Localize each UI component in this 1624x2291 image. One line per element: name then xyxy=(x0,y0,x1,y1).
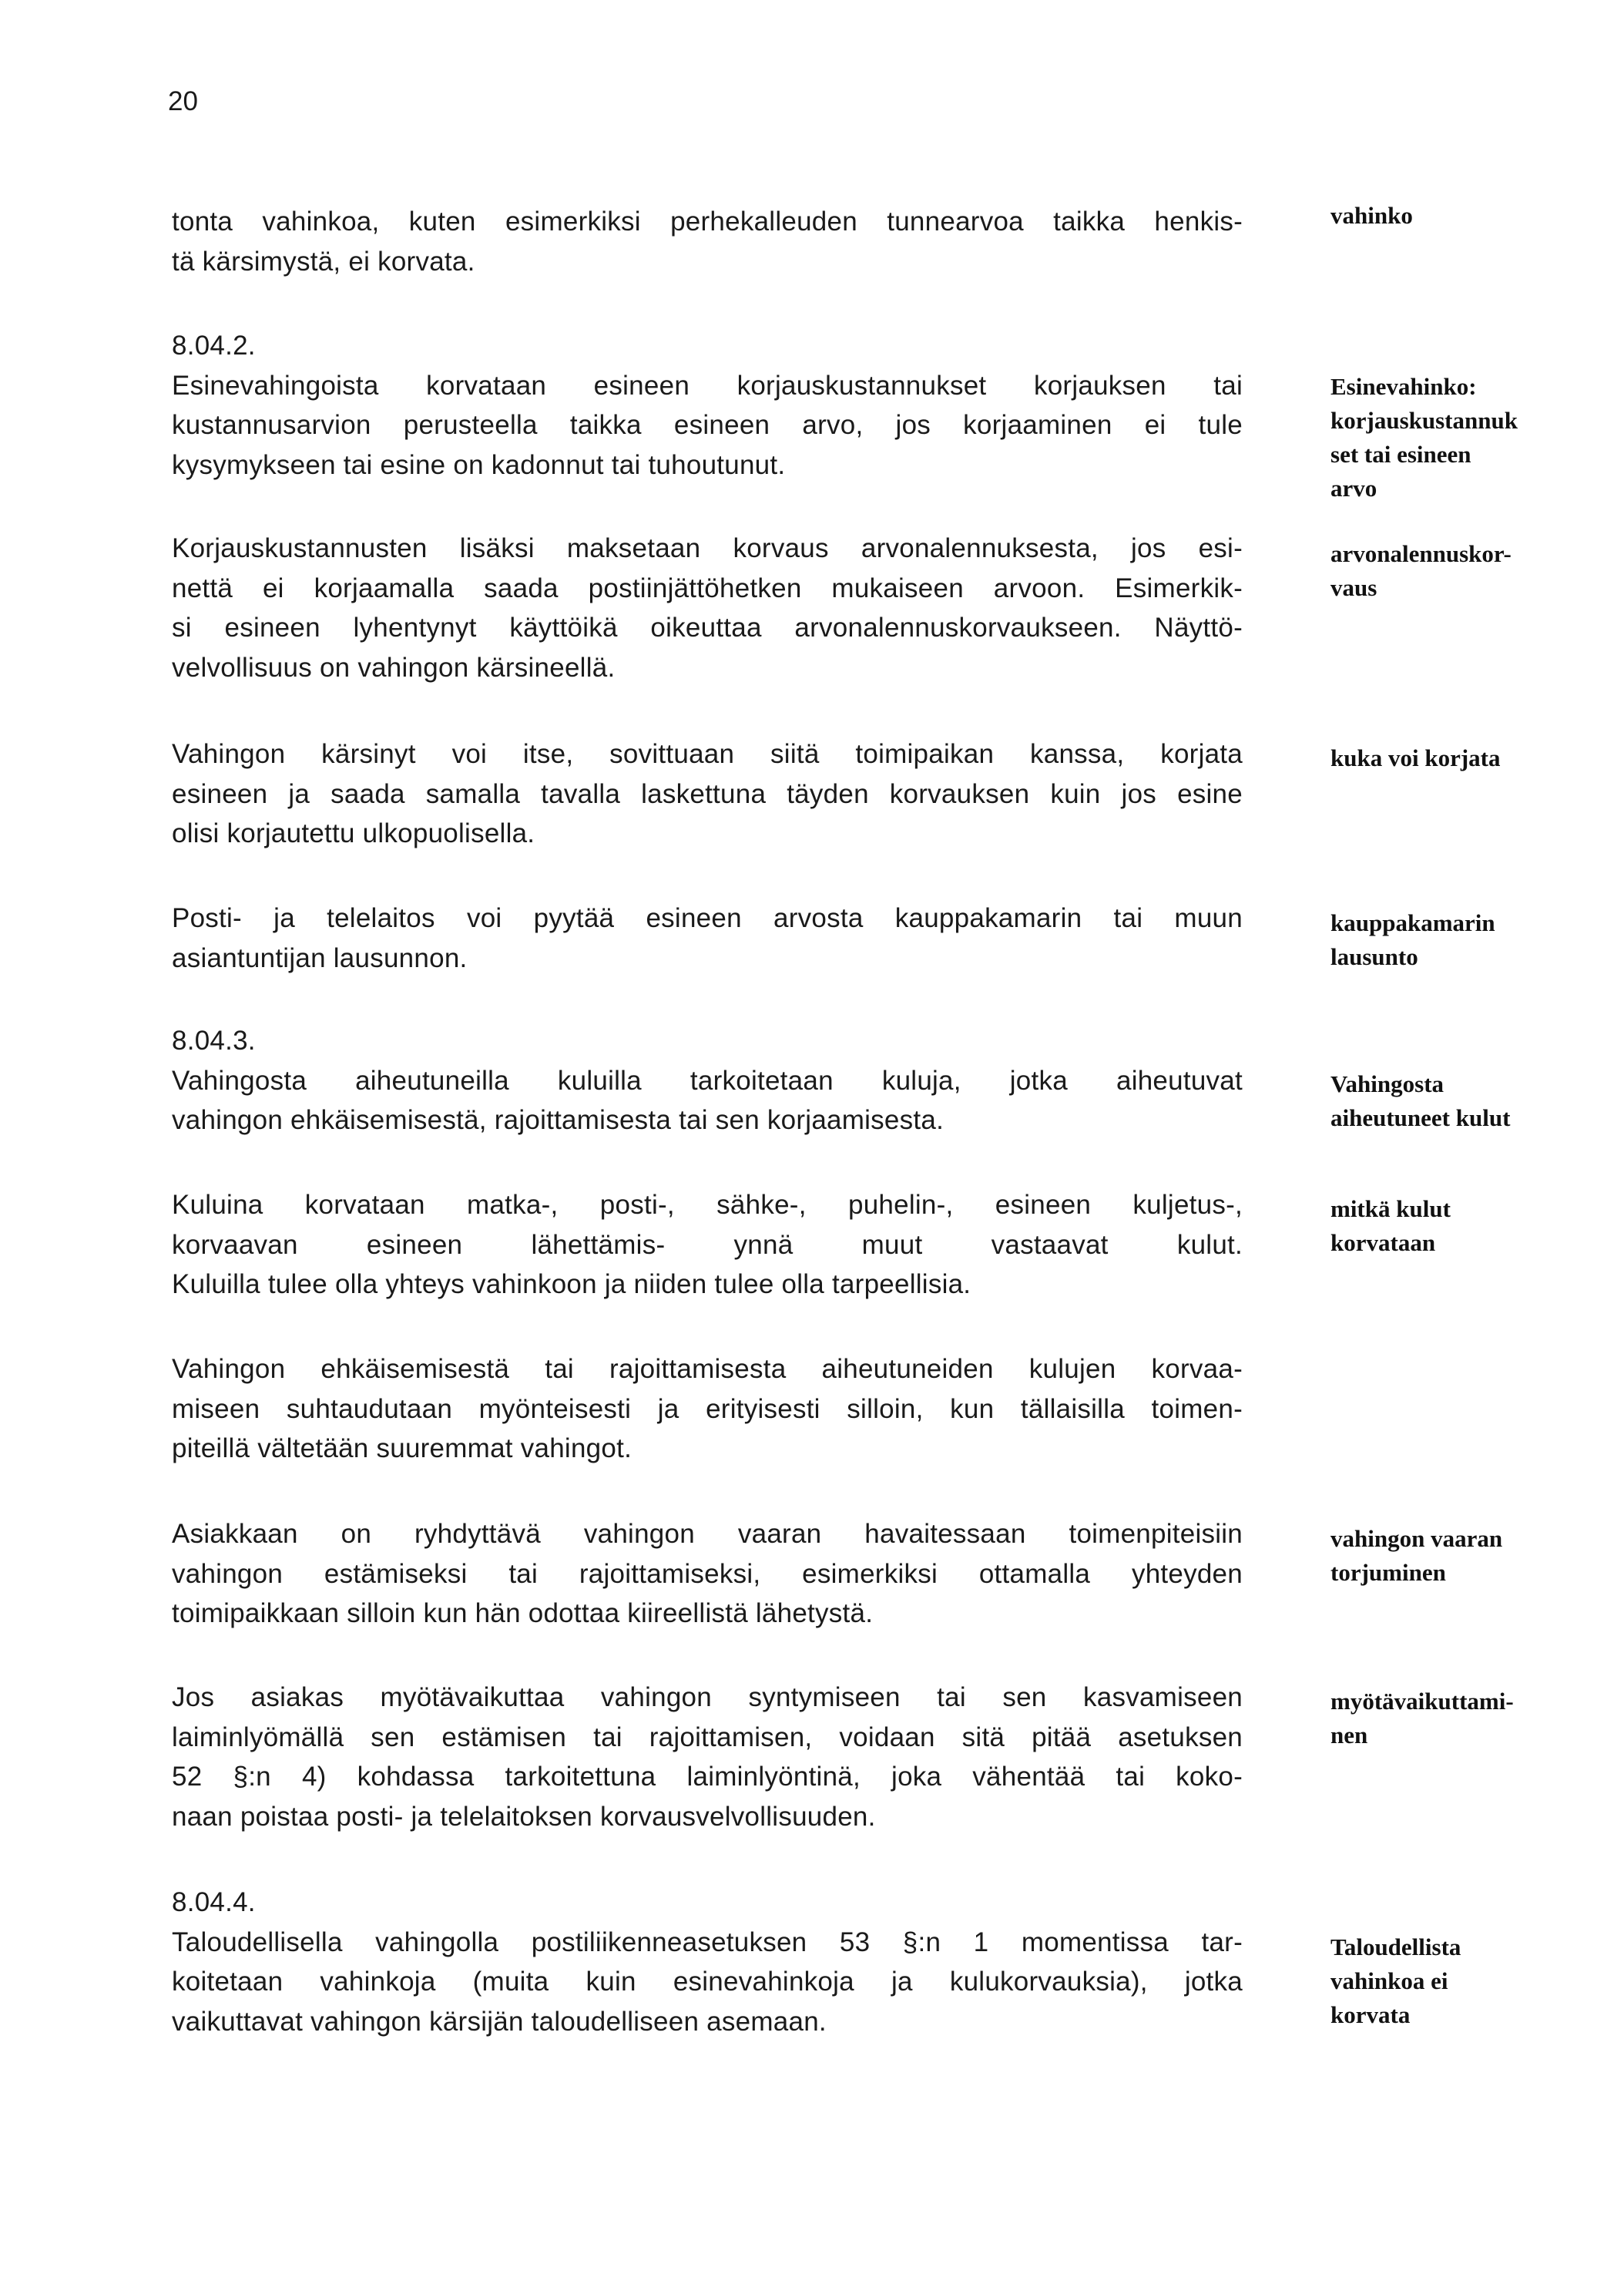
margin-note-line: set tai esineen xyxy=(1330,441,1471,468)
paragraph-line: naan poistaa posti- ja telelaitoksen korvausvelvollisuuden. xyxy=(172,1801,876,1832)
paragraph-line: 8.04.2. xyxy=(172,331,256,361)
margin-note-9 xyxy=(1330,1685,1562,1752)
paragraph-line: vahingon estämiseksi tai rajoittamiseksi, esimerkiksi ottamalla yhteyden xyxy=(172,1558,1243,1589)
margin-note-2 xyxy=(1330,370,1562,506)
margin-note-10 xyxy=(1330,1930,1562,2032)
paragraph-line: Kuluilla tulee olla yhteys vahinkoon ja niiden tulee olla tarpeellisia. xyxy=(172,1269,971,1299)
paragraph-line: koitetaan vahinkoja (muita kuin esinevahinkoja ja kulukorvauksia), jotka xyxy=(172,1967,1243,1997)
paragraph-line: Esinevahingoista korvataan esineen korjauskustannukset korjauksen tai xyxy=(172,370,1243,401)
page-number: 20 xyxy=(168,86,198,116)
margin-note-line: korjauskustannuk xyxy=(1330,407,1518,434)
paragraph-line: Asiakkaan on ryhdyttävä vahingon vaaran havaitessaan toimenpiteisiin xyxy=(172,1519,1243,1549)
paragraph-line: nettä ei korjaamalla saada postiinjättöhetken mukaiseen arvoon. Esimerkik- xyxy=(172,573,1243,603)
paragraph-line: Korjauskustannusten lisäksi maksetaan korvaus arvonalennuksesta, jos esi- xyxy=(172,533,1243,563)
margin-note-line: nen xyxy=(1330,1722,1368,1748)
paragraph-line: esineen ja saada samalla tavalla laskettuna täyden korvauksen kuin jos esine xyxy=(172,778,1243,809)
margin-note-line: Taloudellista xyxy=(1330,1933,1461,1960)
margin-note-line: kuka voi korjata xyxy=(1330,744,1501,771)
paragraph-line: Jos asiakas myötävaikuttaa vahingon syntymiseen tai sen kasvamiseen xyxy=(172,1682,1243,1712)
paragraph-11 xyxy=(172,1883,1243,2041)
margin-note-line: korvataan xyxy=(1330,1229,1436,1256)
margin-note-line: vaus xyxy=(1330,574,1377,601)
margin-note-line: vahinkoa ei xyxy=(1330,1967,1448,1994)
paragraph-9 xyxy=(172,1514,1243,1634)
paragraph-line: korvaavan esineen lähettämis- ynnä muut vastaavat kulut. xyxy=(172,1229,1243,1260)
margin-note-6 xyxy=(1330,1067,1562,1135)
margin-note-5 xyxy=(1330,906,1562,974)
paragraph-line: 8.04.3. xyxy=(172,1026,256,1056)
paragraph-line: toimipaikkaan silloin kun hän odottaa kiireellistä lähetystä. xyxy=(172,1598,874,1628)
paragraph-line: 8.04.4. xyxy=(172,1887,256,1917)
margin-note-line: arvonalennuskor- xyxy=(1330,540,1512,567)
margin-note-line: myötävaikuttami- xyxy=(1330,1688,1514,1715)
paragraph-line: Kuluina korvataan matka-, posti-, sähke-, puhelin-, esineen kuljetus-, xyxy=(172,1190,1243,1220)
margin-note-line: Esinevahinko: xyxy=(1330,373,1477,400)
paragraph-line: velvollisuus on vahingon kärsineellä. xyxy=(172,652,616,683)
paragraph-line: laiminlyömällä sen estämisen tai rajoittamisen, voidaan sitä pitää asetuksen xyxy=(172,1722,1243,1752)
margin-note-line: vahinko xyxy=(1330,202,1413,229)
margin-note-1 xyxy=(1330,199,1562,233)
paragraph-6 xyxy=(172,1021,1243,1140)
margin-note-3 xyxy=(1330,537,1562,605)
margin-note-line: mitkä kulut xyxy=(1330,1195,1451,1222)
margin-note-8 xyxy=(1330,1522,1562,1590)
paragraph-line: Taloudellisella vahingolla postiliikenneasetuksen 53 §:n 1 momentissa tar- xyxy=(172,1927,1243,1957)
margin-note-line: vahingon vaaran xyxy=(1330,1525,1503,1552)
margin-note-line: torjuminen xyxy=(1330,1559,1446,1586)
margin-note-line: kauppakamarin xyxy=(1330,909,1495,936)
paragraph-2 xyxy=(172,326,1243,485)
paragraph-line: piteillä vältetään suuremmat vahingot. xyxy=(172,1433,632,1463)
paragraph-line: Vahingosta aiheutuneilla kuluilla tarkoitetaan kuluja, jotka aiheutuvat xyxy=(172,1065,1243,1096)
margin-note-line: aiheutuneet kulut xyxy=(1330,1104,1511,1131)
paragraph-line: 52 §:n 4) kohdassa tarkoitettuna laiminlyöntinä, joka vähentää tai koko- xyxy=(172,1762,1243,1792)
paragraph-line: Vahingon ehkäisemisestä tai rajoittamisesta aiheutuneiden kulujen korvaa- xyxy=(172,1354,1243,1384)
paragraph-line: vaikuttavat vahingon kärsijän taloudelliseen asemaan. xyxy=(172,2006,827,2037)
paragraph-line: vahingon ehkäisemisestä, rajoittamisesta tai sen korjaamisesta. xyxy=(172,1105,945,1135)
paragraph-1 xyxy=(172,202,1243,281)
paragraph-3 xyxy=(172,529,1243,687)
margin-note-line: korvata xyxy=(1330,2001,1411,2028)
paragraph-line: tonta vahinkoa, kuten esimerkiksi perhekalleuden tunnearvoa taikka henkis- xyxy=(172,207,1243,237)
paragraph-line: si esineen lyhentynyt käyttöikä oikeuttaa arvonalennuskorvaukseen. Näyttö- xyxy=(172,613,1243,643)
paragraph-8 xyxy=(172,1349,1243,1469)
margin-note-4 xyxy=(1330,741,1562,775)
paragraph-line: Posti- ja telelaitos voi pyytää esineen arvosta kauppakamarin tai muun xyxy=(172,903,1243,933)
paragraph-10 xyxy=(172,1678,1243,1836)
paragraph-7 xyxy=(172,1185,1243,1305)
paragraph-line: tä kärsimystä, ei korvata. xyxy=(172,246,475,277)
paragraph-5 xyxy=(172,899,1243,978)
paragraph-line: olisi korjautettu ulkopuolisella. xyxy=(172,818,535,848)
paragraph-line: asiantuntijan lausunnon. xyxy=(172,942,468,973)
paragraph-line: Vahingon kärsinyt voi itse, sovittuaan siitä toimipaikan kanssa, korjata xyxy=(172,739,1243,769)
paragraph-line: miseen suhtaudutaan myönteisesti ja erityisesti silloin, kun tällaisilla toimen- xyxy=(172,1393,1243,1424)
margin-note-line: Vahingosta xyxy=(1330,1070,1444,1097)
paragraph-4 xyxy=(172,734,1243,854)
margin-note-7 xyxy=(1330,1192,1562,1260)
margin-note-line: lausunto xyxy=(1330,943,1418,970)
paragraph-line: kysymykseen tai esine on kadonnut tai tuhoutunut. xyxy=(172,449,786,480)
margin-note-line: arvo xyxy=(1330,475,1377,502)
paragraph-line: kustannusarvion perusteella taikka esineen arvo, jos korjaaminen ei tule xyxy=(172,410,1243,440)
